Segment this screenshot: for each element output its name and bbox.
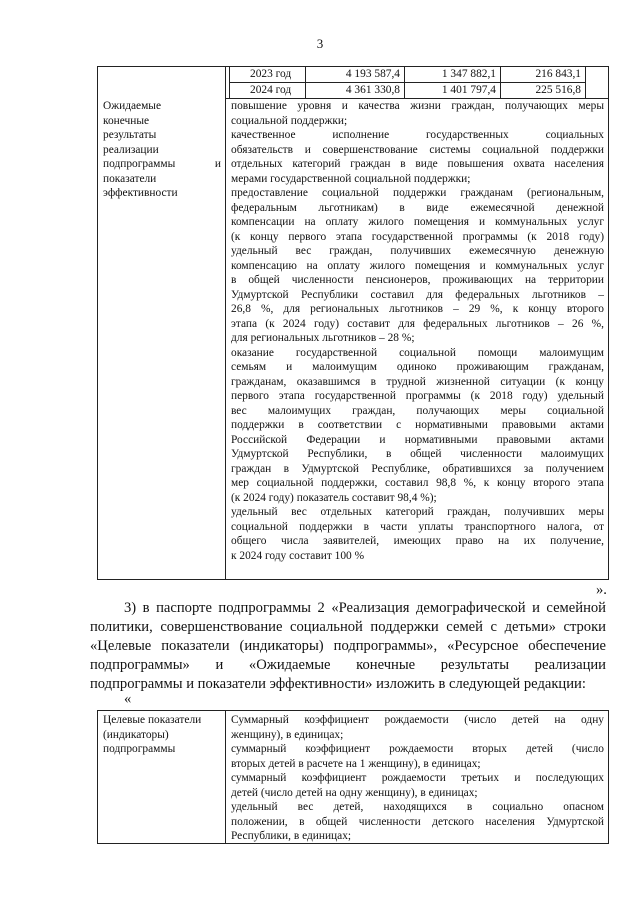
targets-label: [103, 713, 223, 757]
targets-text: [231, 713, 604, 844]
page-number: 3: [316, 36, 324, 51]
paragraph-line: 3) в паспорте подпрограммы 2 «Реализация демографической и семейной: [124, 600, 606, 616]
text-line: отдельных категорий граждан в виде повышения охвата населения: [231, 158, 604, 170]
text-line: мерами государственной социальной поддержки;: [231, 172, 471, 185]
finance-col3: 216 843,1: [535, 68, 581, 80]
label-line: реализации: [103, 143, 159, 156]
results-text: [231, 99, 604, 563]
finance-total: 4 193 587,4: [345, 68, 400, 80]
label-line: конечные: [103, 114, 150, 127]
finance-year: 2023 год: [250, 68, 292, 80]
text-line: качественное исполнение государственных социальных: [231, 129, 604, 141]
opening-quote: «: [124, 691, 132, 707]
paragraph-line: подпрограммы и показатели эффективности» изложить в следующей редакции:: [90, 676, 586, 692]
label-line: Целевые показатели: [103, 714, 202, 726]
text-line: к 2024 году составит 100 %: [231, 549, 365, 562]
text-line: (к 2024 году) показатель составит 98,4 %);: [231, 491, 437, 504]
label-line: показатели: [103, 172, 157, 185]
text-line: социальной поддержки;: [231, 114, 348, 127]
finance-col2: 1 401 797,4: [441, 84, 496, 96]
text-line: повышение уровня и качества жизни граждан, получающих меры: [231, 100, 604, 112]
text-line: Республики, в единицах;: [231, 830, 352, 842]
text-line: оказание государственной социальной помощи малоимущим: [231, 346, 604, 359]
results-label: [103, 99, 221, 201]
text-line: детей (число детей на одну женщину), в единицах;: [231, 786, 478, 799]
text-line: женщину), в единицах;: [231, 728, 344, 741]
text-line: вторых детей в расчете на 1 женщину), в единицах;: [231, 757, 481, 770]
text-line: вес малоимущих граждан, получающих меры социальной: [231, 404, 604, 417]
text-line: семьям и малоимущим одиноко проживающим гражданам,: [231, 361, 604, 373]
paragraph-line: подпрограммы» и «Ожидаемые конечные результаты реализации: [90, 657, 606, 673]
text-line: для региональных льготников – 28 %;: [231, 332, 415, 344]
text-line: Суммарный коэффициент рождаемости (число детей на одну: [231, 714, 604, 726]
paragraph-line: политики, совершенствование социальной поддержки семей с детьми» строки: [90, 619, 606, 635]
text-line: суммарный коэффициент рождаемости вторых детей (число: [231, 743, 604, 755]
text-line: общего числа заявителей, имеющих право на их получение,: [231, 535, 604, 547]
text-line: удельный вес детей, находящихся в социально опасном: [231, 801, 604, 813]
text-line: гражданам, оказавшимся в трудной жизненной ситуации (к концу: [231, 375, 604, 388]
label-line: подпрограммы: [103, 743, 176, 755]
closing-quote: ».: [596, 582, 607, 598]
text-line: граждан в Удмуртской Республике, обратившихся за получением: [231, 462, 604, 475]
text-line: положении, в общей численности детского населения Удмуртской: [231, 815, 604, 828]
label-line: подпрограммы: [103, 158, 176, 170]
text-line: Российской Федерации и нормативными правовыми актами: [231, 433, 604, 446]
finance-col3: 225 516,8: [535, 84, 581, 96]
finance-col2: 1 347 882,1: [441, 68, 496, 80]
text-line: 26,8 %, для региональных льготников – 29 %, к концу второго: [231, 303, 604, 315]
finance-year: 2024 год: [250, 84, 292, 96]
text-line: поддержки в соответствии с нормативными правовыми актами: [231, 419, 604, 431]
text-line: (к концу первого этапа государственной программы (к 2018 году): [231, 230, 604, 243]
text-line: федеральным льготникам) в виде ежемесячной денежной: [231, 201, 604, 214]
text-line: в общей численности пенсионеров, проживающих на территории: [231, 274, 604, 286]
finance-total: 4 361 330,8: [345, 84, 400, 96]
label-line: Ожидаемые: [103, 100, 162, 112]
text-line: Удмуртской Республики, в общей численности малоимущих: [231, 448, 604, 460]
text-line: компенсации на оплату жилого помещения и коммунальных услуг: [231, 216, 604, 228]
text-line: социальной поддержки в части уплаты транспортного налога, от: [231, 520, 604, 533]
text-line: этапа (к 2024 году) составит для федеральных льготников – 26 %,: [231, 317, 604, 330]
text-line: первого этапа государственной программы (к 2018 году) удельный: [231, 390, 604, 402]
label-line: и: [214, 158, 221, 170]
text-line: удельный вес граждан, получивших ежемесячную денежную: [231, 245, 604, 257]
text-line: предоставление социальной поддержки гражданам (региональным,: [231, 187, 604, 199]
text-line: удельный вес отдельных категорий граждан, получивших меры: [231, 506, 604, 518]
text-line: компенсацию на оплату жилого помещения и коммунальных услуг: [231, 259, 604, 272]
text-line: суммарный коэффициент рождаемости третьих и последующих: [231, 772, 604, 784]
label-line: эффективности: [103, 187, 178, 199]
text-line: мер социальной поддержки, составил 98,8 %, к концу второго этапа: [231, 477, 604, 489]
text-line: Удмуртской Республики составил для федеральных льготников –: [231, 288, 604, 301]
label-line: (индикаторы): [103, 728, 169, 741]
text-line: обязательств и совершенствование системы социальной поддержки: [231, 143, 604, 156]
label-line: результаты: [103, 129, 157, 141]
paragraph-line: «Целевые показатели (индикаторы) подпрограммы», «Ресурсное обеспечение: [90, 638, 606, 654]
